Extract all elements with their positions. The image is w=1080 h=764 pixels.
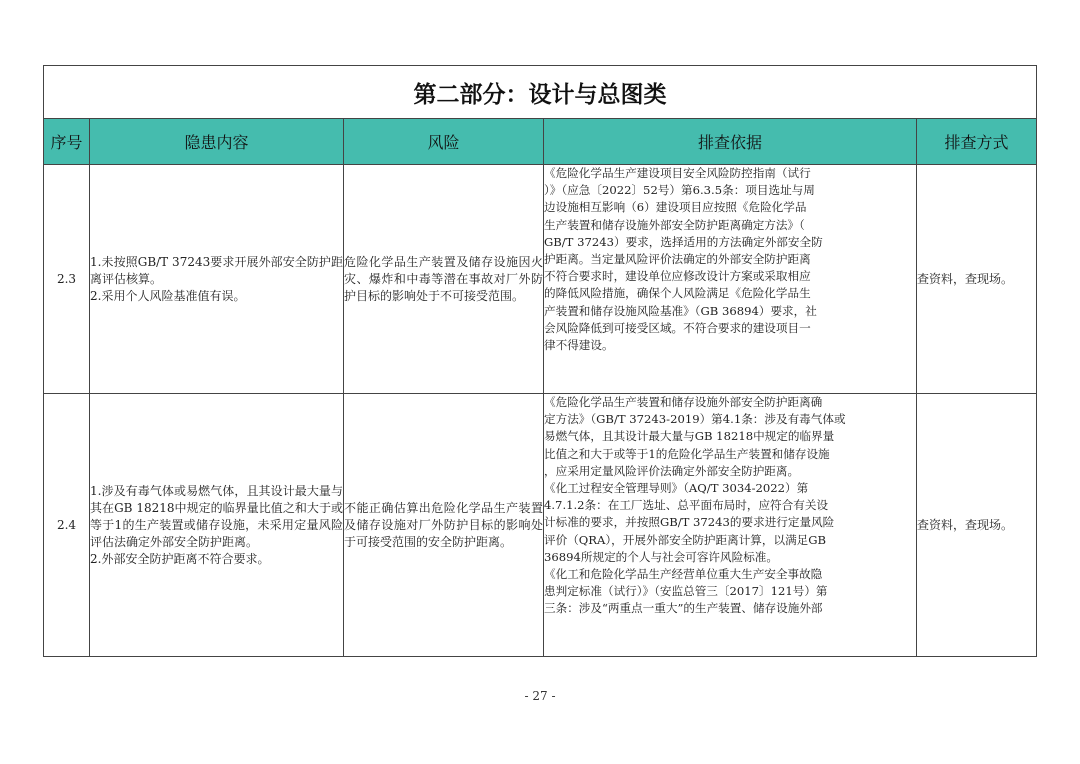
- hazard-item: 1.未按照GB/T 37243要求开展外部安全防护距离评估核算。: [90, 254, 343, 286]
- basis-line: 律不得建设。: [544, 338, 614, 353]
- basis-line: 患判定标准（试行）》（安监总管三〔2017〕121号）第: [544, 584, 828, 599]
- basis-line: ）》（应急〔2022〕52号）第6.3.5条：项目选址与周: [544, 183, 815, 198]
- risk-cell: 危险化学品生产装置及储存设施因火灾、爆炸和中毒等潜在事故对厂外防护目标的影响处于不可接受范围。: [344, 165, 544, 394]
- basis-line: 比值之和大于或等于1的危险化学品生产装置和储存设施: [544, 446, 830, 461]
- basis-line: 定方法》（GB/T 37243-2019）第4.1条：涉及有毒气体或: [544, 412, 846, 427]
- risk-cell: 不能正确估算出危险化学品生产装置及储存设施对厂外防护目标的影响处于可接受范围的安全防护距离。: [344, 394, 544, 657]
- column-header-risk: 风险: [344, 119, 544, 165]
- table-header-row: [44, 119, 1037, 165]
- basis-line: 计标准的要求，并按照GB/T 37243的要求进行定量风险: [544, 515, 835, 530]
- basis-line: 36894所规定的个人与社会可容许风险标准。: [544, 549, 778, 564]
- basis-cell: [544, 165, 917, 394]
- hazard-item: 2.外部安全防护距离不符合要求。: [90, 551, 270, 566]
- method-cell: 查资料，查现场。: [917, 394, 1037, 657]
- basis-line: 不符合要求时，建设单位应修改设计方案或采取相应: [544, 269, 811, 284]
- table-row: [44, 394, 1037, 657]
- basis-line: 生产装置和储存设施外部安全防护距离确定方法》（: [544, 217, 805, 232]
- basis-line: 《危险化学品生产装置和储存设施外部安全防护距离确: [544, 395, 823, 409]
- column-header-no: 序号: [44, 119, 90, 165]
- table-row: [44, 165, 1037, 394]
- basis-line: 产装置和储存设施风险基准》（GB 36894）要求，社: [544, 303, 817, 318]
- hazard-cell: [90, 165, 344, 394]
- basis-line: 《化工过程安全管理导则》（AQ/T 3034-2022）第: [544, 481, 809, 496]
- basis-line: GB/T 37243）要求，选择适用的方法确定外部安全防: [544, 234, 823, 249]
- basis-line: 会风险降低到可接受区域。不符合要求的建设项目一: [544, 320, 811, 335]
- method-cell: 查资料，查现场。: [917, 165, 1037, 394]
- basis-line: ，应采用定量风险评价法确定外部安全防护距离。: [544, 463, 800, 478]
- basis-line: 边设施相互影响（6）建设项目应按照《危险化学品: [544, 200, 807, 215]
- basis-line: 三条：涉及“两重点一重大”的生产装置、储存设施外部: [544, 601, 823, 616]
- column-header-method: 排查方式: [917, 119, 1037, 165]
- basis-line: 《化工和危险化学品生产经营单位重大生产安全事故隐: [544, 567, 823, 582]
- basis-cell: [544, 394, 917, 657]
- basis-line: 《危险化学品生产建设项目安全风险防控指南（试行: [544, 166, 811, 180]
- column-header-hazard: 隐患内容: [90, 119, 344, 165]
- basis-line: 4.7.1.2条：在工厂选址、总平面布局时，应符合有关设: [544, 498, 829, 513]
- basis-line: 易燃气体，且其设计最大量与GB 18218中规定的临界量: [544, 429, 835, 444]
- hazard-item: 1.涉及有毒气体或易燃气体，且其设计最大量与其在GB 18218中规定的临界量比值之和大于或等于1的生产装置或储存设施，未采用定量风险评估法确定外部安全防护距离。: [90, 483, 343, 549]
- page-number: - 27 -: [524, 689, 556, 703]
- basis-line: 评价（QRA），开展外部安全防护距离计算，以满足GB: [544, 532, 827, 547]
- hazard-table: [43, 65, 1037, 657]
- hazard-item: 2.采用个人风险基准值有误。: [90, 288, 246, 303]
- row-number: 2.3: [44, 165, 90, 394]
- hazard-cell: [90, 394, 344, 657]
- basis-line: 护距离。当定量风险评价法确定的外部安全防护距离: [544, 252, 811, 267]
- basis-line: 的降低风险措施，确保个人风险满足《危险化学品生: [544, 286, 811, 301]
- column-header-basis: 排查依据: [544, 119, 917, 165]
- table-title: 第二部分：设计与总图类: [44, 66, 1037, 119]
- row-number: 2.4: [44, 394, 90, 657]
